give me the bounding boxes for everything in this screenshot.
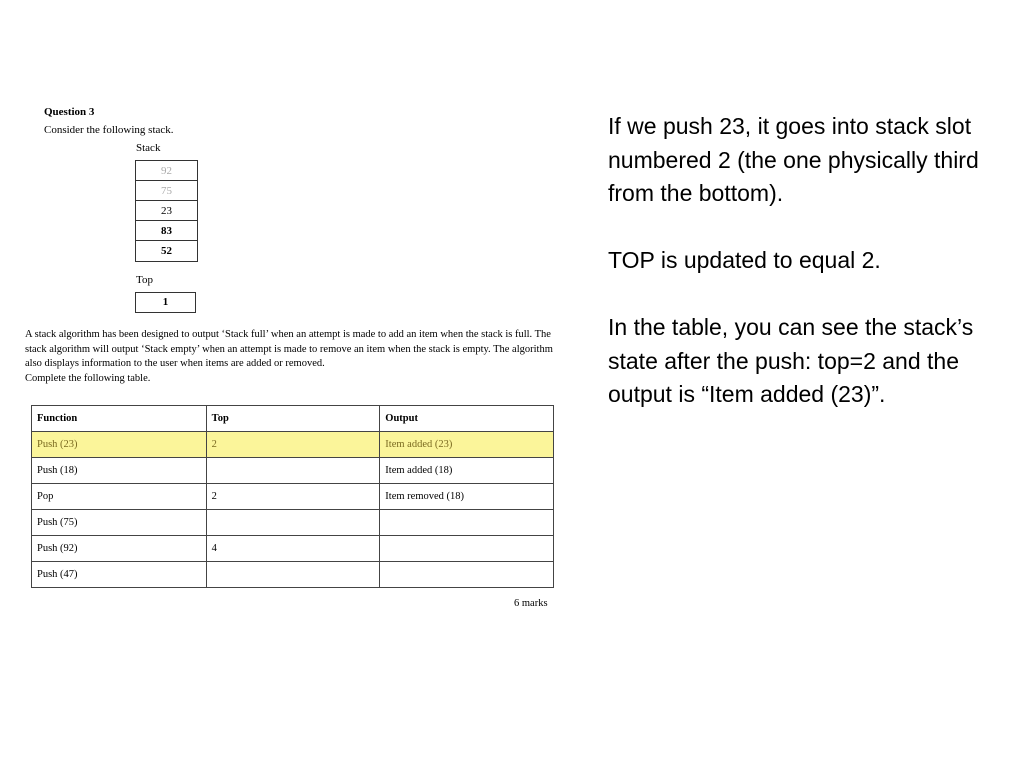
header-function: Function [32,406,207,432]
description-instruction: Complete the following table. [25,372,151,384]
top-label: Top [136,274,153,286]
cell-function: Push (92) [32,536,207,562]
stack-cell: 92 [136,161,197,181]
table-row [32,432,554,458]
cell-function: Push (23) [32,432,207,458]
cell-output: Item added (23) [380,432,554,458]
cell-function: Push (75) [32,510,207,536]
question-description [25,328,555,386]
cell-top [206,510,380,536]
table-row [32,484,554,510]
stack-cell: 52 [161,245,172,257]
cell-function: Push (18) [32,458,207,484]
cell-function: Pop [32,484,207,510]
table-row [32,458,554,484]
stack-cell: 83 [136,221,197,241]
cell-top: 4 [206,536,380,562]
cell-top [206,562,380,588]
stack-label: Stack [136,142,161,154]
stack-cell: 23 [136,201,197,221]
cell-output: Item added (18) [380,458,554,484]
stack-cell: 75 [136,181,197,201]
explanation-paragraph: If we push 23, it goes into stack slot numbered 2 (the one physically third from the bottom). [608,113,979,206]
cell-output [380,510,554,536]
cell-function: Push (47) [32,562,207,588]
top-value-box: 1 [135,292,196,313]
stack-diagram [135,160,198,262]
operations-table [31,405,554,588]
question-intro: Consider the following stack. [44,124,174,136]
header-output: Output [380,406,554,432]
explanation-paragraph: In the table, you can see the stack’s state after the push: top=2 and the output is “Item added (23)”. [608,314,974,407]
cell-output [380,536,554,562]
table-header-row [32,406,554,432]
cell-output: Item removed (18) [380,484,554,510]
table-row [32,562,554,588]
table-row [32,536,554,562]
description-text: A stack algorithm has been designed to output ‘Stack full’ when an attempt is made to add an item when the stack is full. The stack algorithm will output ‘Stack empty’ when an attempt is made to remove an item when the stack is empty. The algorithm also displays information to the user when items are added or removed. [25,329,553,369]
table-row [32,510,554,536]
cell-top: 2 [206,432,380,458]
cell-top [206,458,380,484]
marks-label: 6 marks [514,598,548,609]
question-title: Question 3 [44,106,95,118]
header-top: Top [206,406,380,432]
explanation-panel [608,110,1013,445]
cell-top: 2 [206,484,380,510]
explanation-paragraph: TOP is updated to equal 2. [608,247,881,273]
cell-output [380,562,554,588]
